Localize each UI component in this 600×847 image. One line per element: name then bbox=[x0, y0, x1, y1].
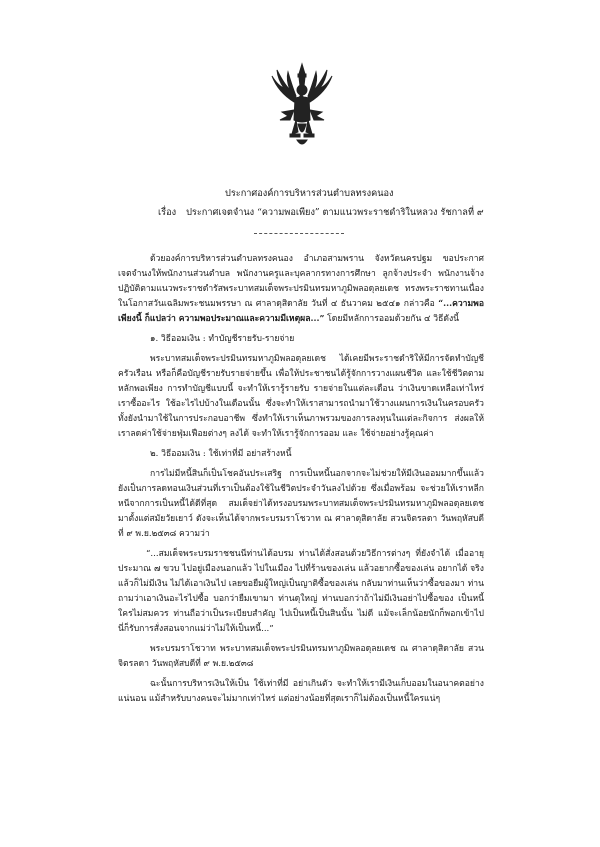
section-2-closing: ฉะนั้นการบริหารเงินให้เป็น ใช้เท่าที่มี อย่าเกินตัว จะทำให้เรามีเงินเก็บออมในอนาคตอย่างแน่นอน แม้สำหรับบางคนจะไม่มากเท่าไหร่ แต่อย่างน้อยที่สุดเราก็ไม่ต้องเป็นหนี้ใครแน่ๆ bbox=[118, 679, 484, 704]
intro-text-a: ด้วยองค์การบริหารส่วนตำบลทรงคนอง อำเภอสามพราน จังหวัดนครปฐม ขอประกาศเจตจำนงให้พนักงานส่วนตำบล พนักงานครูและบุคลากรทางการศึกษา ลูกจ้างประจำ พนักงานจ้าง ปฏิบัติตามแนวพระราชดำรัสพระบาทสมเด็จพระปรมินทรมหาภูมิพลอดุลยเดช ทรงพระราชทานเนื่องในโอกาสวันเฉลิมพระชนมพรรษา ณ ศาลาดุสิดาลัย วันที่ ๔ ธันวาคม ๒๕๔๑ กล่าวคือ bbox=[118, 254, 484, 309]
section-2-heading: ๒. วิธีออมเงิน : ใช้เท่าที่มี อย่าสร้างหนี้ bbox=[150, 449, 292, 459]
intro-quote-bold: “...ความพอเพียงนี้ ก็แปลว่า ความพอประมาณและความมีเหตุผล...” bbox=[118, 299, 484, 324]
intro-text-b: โดยมีหลักการออมด้วยกัน ๔ วิธีดังนี้ bbox=[324, 314, 460, 324]
subject-label: เรื่อง bbox=[158, 207, 177, 218]
section-2-source: พระบรมราโชวาท พระบาทสมเด็จพระปรมินทรมหาภูมิพลอดุลยเดช ณ ศาลาดุสิดาลัย สวนจิตรลดา วันพฤหัสบดีที่ ๙ พ.ย.๒๕๓๘ bbox=[118, 644, 484, 669]
subject-text: ประกาศเจตจำนง “ความพอเพียง” ตามแนวพระราชดำริในหลวง รัชกาลที่ ๙ bbox=[186, 207, 484, 218]
announcement-body bbox=[118, 252, 484, 712]
section-2-text: การไม่มีหนี้สินก็เป็นโชคอันประเสริฐ การเป็นหนี้นอกจากจะไม่ช่วยให้มีเงินออมมากขึ้นแล้ว ยังเป็นการลดทอนเงินส่วนที่เราเป็นต้องใช้ในชีวิตประจำวันลงไปด้วย ซึ่งเมื่อพร้อม จะช่วยให้เราหลีกหนีจากการเป็นหนี้ได้ดีที่สุด สมเด็จย่าได้ทรงอบรมพระบาทสมเด็จพระปรมินทรมหาภูมิพลอดุลยเดชมาตั้งแต่สมัยวัยเยาว์ ดังจะเห็นได้จากพระบรมราโชวาท ณ ศาลาดุสิดาลัย สวนจิตรลดา วันพฤหัสบดีที่ ๙ พ.ย.๒๕๓๘ ความว่า bbox=[118, 469, 484, 539]
section-2-quote: “...สมเด็จพระบรมราชชนนีท่านได้อบรม ท่านได้สั่งสอนด้วยวิธีการต่างๆ ที่ยังจำได้ เมื่ออายุประมาณ ๗ ขวบ ไปอยู่เมืองนอกแล้ว ไปในเมือง ไปที่ร้านของเล่น แล้วอยากซื้อของเล่น อยากได้ จริงแล้วก็ไม่มีเงิน ไม่ได้เอาเงินไป เลยขอยืมผู้ใหญ่เป็นญาติซื้อของเล่น กลับมาท่านเห็นว่าซื้อของมา ท่านถามว่าเอาเงินอะไรไปซื้อ บอกว่ายืมเขามา ท่านดุใหญ่ ท่านบอกว่าถ้าไม่มีเงินอย่าไปซื้อของ เป็นหนี้ใครไม่สมควร ท่านถือว่าเป็นระเบียบสำคัญ ไปเป็นหนี้เป็นสินนั้น ไม่ดี แม้จะเล็กน้อยนักก็พอกเข้าไป นี่ก็รับการสั่งสอนจากแม่ว่าไม่ให้เป็นหนี้...” bbox=[118, 549, 484, 634]
section-1-heading: ๑. วิธีออมเงิน : ทำบัญชีรายรับ-รายจ่าย bbox=[150, 334, 295, 344]
intro-paragraph bbox=[118, 252, 484, 327]
section-1-text: พระบาทสมเด็จพระปรมินทรมหาภูมิพลอดุลยเดช ได้เคยมีพระราชดำริให้มีการจัดทำบัญชีครัวเรือน หรือก็คือบัญชีรายรับรายจ่ายขึ้น เพื่อให้ประชาชนได้รู้จักการวางแผนชีวิต และใช้ชีวิตตามหลักพอเพียง การทำบัญชีแบบนี้ จะทำให้เรารู้รายรับ รายจ่ายในแต่ละเดือน ว่าเงินขาดเหลือเท่าไหร่ เราซื้ออะไร ใช้อะไรไปบ้างในเดือนนั้น ซึ่งจะทำให้เราสามารถนำมาใช้วางแผนการเงินในครอบครัว ทั้งยังนำมาใช้ในการประกอบอาชีพ ซึ่งทำให้เราเห็นภาพรวมของการลงทุนในแต่ละกิจการ ส่งผลให้เราลดค่าใช้จ่ายฟุ่มเฟือยต่างๆ ลงได้ จะทำให้เรารู้จักการออม และ ใช้จ่ายอย่างรู้คุณค่า bbox=[118, 354, 484, 439]
organization-title: ประกาศองค์การบริหารส่วนตำบลทรงคนอง bbox=[225, 188, 394, 199]
subject-line bbox=[158, 207, 484, 219]
divider bbox=[254, 233, 344, 234]
garuda-emblem-icon bbox=[268, 62, 336, 148]
